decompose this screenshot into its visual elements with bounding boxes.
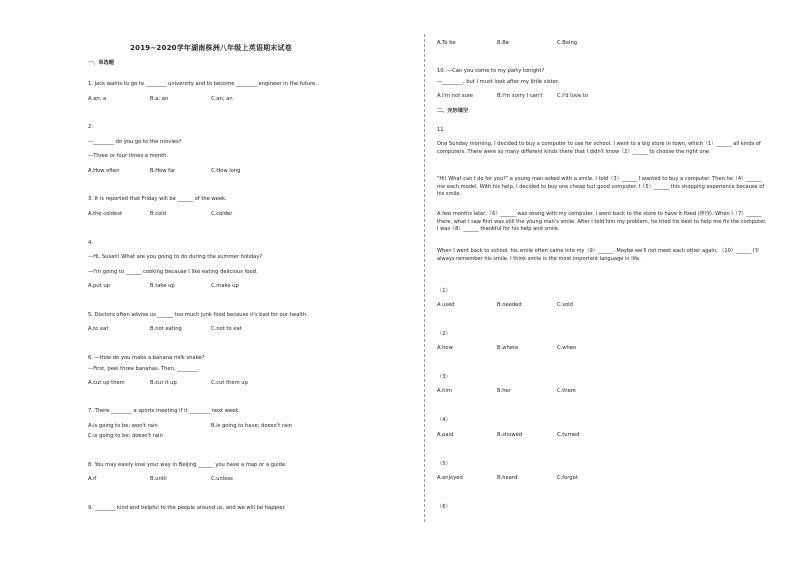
cloze-3-option-a[interactable]: A.him (437, 388, 452, 394)
question-11-stem: 11. (437, 127, 446, 133)
q2-line-1: —________ do you go to the movies? (88, 139, 182, 145)
right-column (430, 0, 794, 562)
column-divider (424, 34, 425, 522)
q3-option-b[interactable]: B.cold (150, 211, 166, 217)
q5-option-b[interactable]: B.not eating (150, 326, 182, 332)
cloze-2-option-c[interactable]: C.when (557, 345, 577, 351)
question-2-stem: 2. (88, 124, 93, 130)
q6-option-b[interactable]: B.cut it up (150, 380, 177, 386)
cloze-3-option-c[interactable]: C.them (557, 388, 576, 394)
question-10-stem: 10. —Can you come to my party tonight? (437, 68, 545, 74)
q1-option-b[interactable]: B.a; an (150, 96, 169, 102)
q1-option-a[interactable]: A.an; a (88, 96, 107, 102)
cloze-number-5: （5） (437, 461, 451, 467)
q10-option-a[interactable]: A.I'm not sure (437, 93, 474, 99)
q4-option-b[interactable]: B.take up (150, 283, 175, 289)
cloze-number-6: （6） (437, 504, 451, 510)
question-6-stem: 6. —How do you make a banana milk shake? (88, 355, 205, 361)
q3-option-a[interactable]: A.the coldest (88, 211, 122, 217)
cloze-1-option-a[interactable]: A.used (437, 302, 455, 308)
q1-option-c[interactable]: C.an; an (211, 96, 233, 102)
q8-option-c[interactable]: C.unless (211, 476, 233, 482)
question-5-stem: 5. Doctors often advise us ______ too much junk food because it's bad for our health. (88, 312, 308, 318)
cloze-number-3: （3） (437, 374, 451, 380)
q4-option-c[interactable]: C.make up (211, 283, 239, 289)
cloze-5-option-b[interactable]: B.heard (497, 475, 518, 481)
cloze-number-4: （4） (437, 417, 451, 423)
question-8-stem: 8. You may easily lose your way in Beijing ______ you have a map or a guide. (88, 462, 287, 468)
q5-option-a[interactable]: A.to eat (88, 326, 109, 332)
q9-option-c[interactable]: C.Being (557, 40, 578, 46)
q8-option-b[interactable]: B.until (150, 476, 167, 482)
page-title: 2019~2020学年湖南株洲八年级上英语期末试卷 (130, 44, 292, 52)
q2-option-b[interactable]: B.How far (150, 168, 176, 174)
q6-option-c[interactable]: C.cut them up (211, 380, 248, 386)
cloze-2-option-a[interactable]: A.how (437, 345, 453, 351)
q6-line-1: —First, peel three bananas. Then, ________. (88, 366, 200, 372)
passage-paragraph-2: "Hi! What can I do for you?" a young man asked with a smile. I told（3）______ I wanted to buy a computer. Then he（4）______ me each model. With his help, I decided to buy one cheap but good computer. I（5）______ this shopping experience because of his smile. (437, 176, 765, 198)
q6-option-a[interactable]: A.cut up them (88, 380, 125, 386)
question-1-stem: 1. Jack wants to go to ________ university and to become ________ engineer in the future. (88, 81, 318, 87)
cloze-1-option-c[interactable]: C.sold (557, 302, 573, 308)
cloze-number-1: （1） (437, 288, 451, 294)
section-heading-single-choice: 一、单选题 (88, 60, 114, 66)
q7-option-b[interactable]: B.is going to have; doesn't rain (211, 423, 292, 429)
q2-option-c[interactable]: C.How long (211, 168, 241, 174)
cloze-2-option-b[interactable]: B.where (497, 345, 519, 351)
q8-option-a[interactable]: A.if (88, 476, 97, 482)
q4-option-a[interactable]: A.put up (88, 283, 110, 289)
q10-option-c[interactable]: C.I'd love to (557, 93, 588, 99)
cloze-4-option-b[interactable]: B.showed (497, 432, 523, 438)
q4-line-1: —Hi, Susan! What are you going to do during the summer holiday? (88, 254, 263, 260)
q4-line-2: —I'm going to ______ cooking because I like eating delicious food. (88, 269, 258, 275)
cloze-4-option-c[interactable]: C.turned (557, 432, 580, 438)
question-4-stem: 4. (88, 240, 93, 246)
cloze-number-2: （2） (437, 331, 451, 337)
cloze-4-option-a[interactable]: A.paid (437, 432, 454, 438)
cloze-3-option-b[interactable]: B.her (497, 388, 511, 394)
q9-option-a[interactable]: A.To be (437, 40, 456, 46)
passage-paragraph-1: One Sunday morning, I decided to buy a computer to use for school. I went to a big store in town, which（1）______ all kinds of computers. There were so many different kinds there that I didn't know（2）______ to choose the right one. (437, 141, 761, 155)
q9-option-b[interactable]: B.Be (497, 40, 509, 46)
cloze-1-option-b[interactable]: B.needed (497, 302, 522, 308)
question-7-stem: 7. There ________ a sports meeting if it ________ next week. (88, 408, 241, 414)
q10-option-b[interactable]: B.I'm sorry I can't (497, 93, 543, 99)
q7-option-a[interactable]: A.is going to be; won't rain (88, 423, 158, 429)
q10-line: —________, but I must look after my little sister. (437, 79, 560, 85)
cloze-5-option-c[interactable]: C.forgot (557, 475, 578, 481)
question-3-stem: 3. It is reported that Friday will be ______ of the week. (88, 196, 227, 202)
section-heading-cloze: 二、完形填空 (437, 108, 469, 114)
cloze-5-option-a[interactable]: A.enjoyed (437, 475, 463, 481)
q2-line-2: —Three or four times a month. (88, 153, 169, 159)
q2-option-a[interactable]: A.How often (88, 168, 120, 174)
q7-option-c[interactable]: C.is going to be; doesn't rain (88, 433, 163, 439)
question-9-stem: 9. ________ kind and helpful to the people around us, and we will be happier. (88, 505, 286, 511)
passage-paragraph-4: When I went back to school, his smile often came into my（9）______. Maybe we'll not meet each other again, （10）______ I'll always remember his smile. I think smile is the most important language in life. (437, 248, 759, 262)
q5-option-c[interactable]: C.not to eat (211, 326, 242, 332)
passage-paragraph-3: A few months later,（6）______ was wrong with my computer. I went back to the store to have it fixed (修理). When I（7）______ there, what I saw first was still the young man's smile. After I told him my problem, he tried his best to help me fix the computer. I was（8）______ thankful for his help and smile. (437, 211, 767, 233)
q3-option-c[interactable]: C.colder (211, 211, 233, 217)
